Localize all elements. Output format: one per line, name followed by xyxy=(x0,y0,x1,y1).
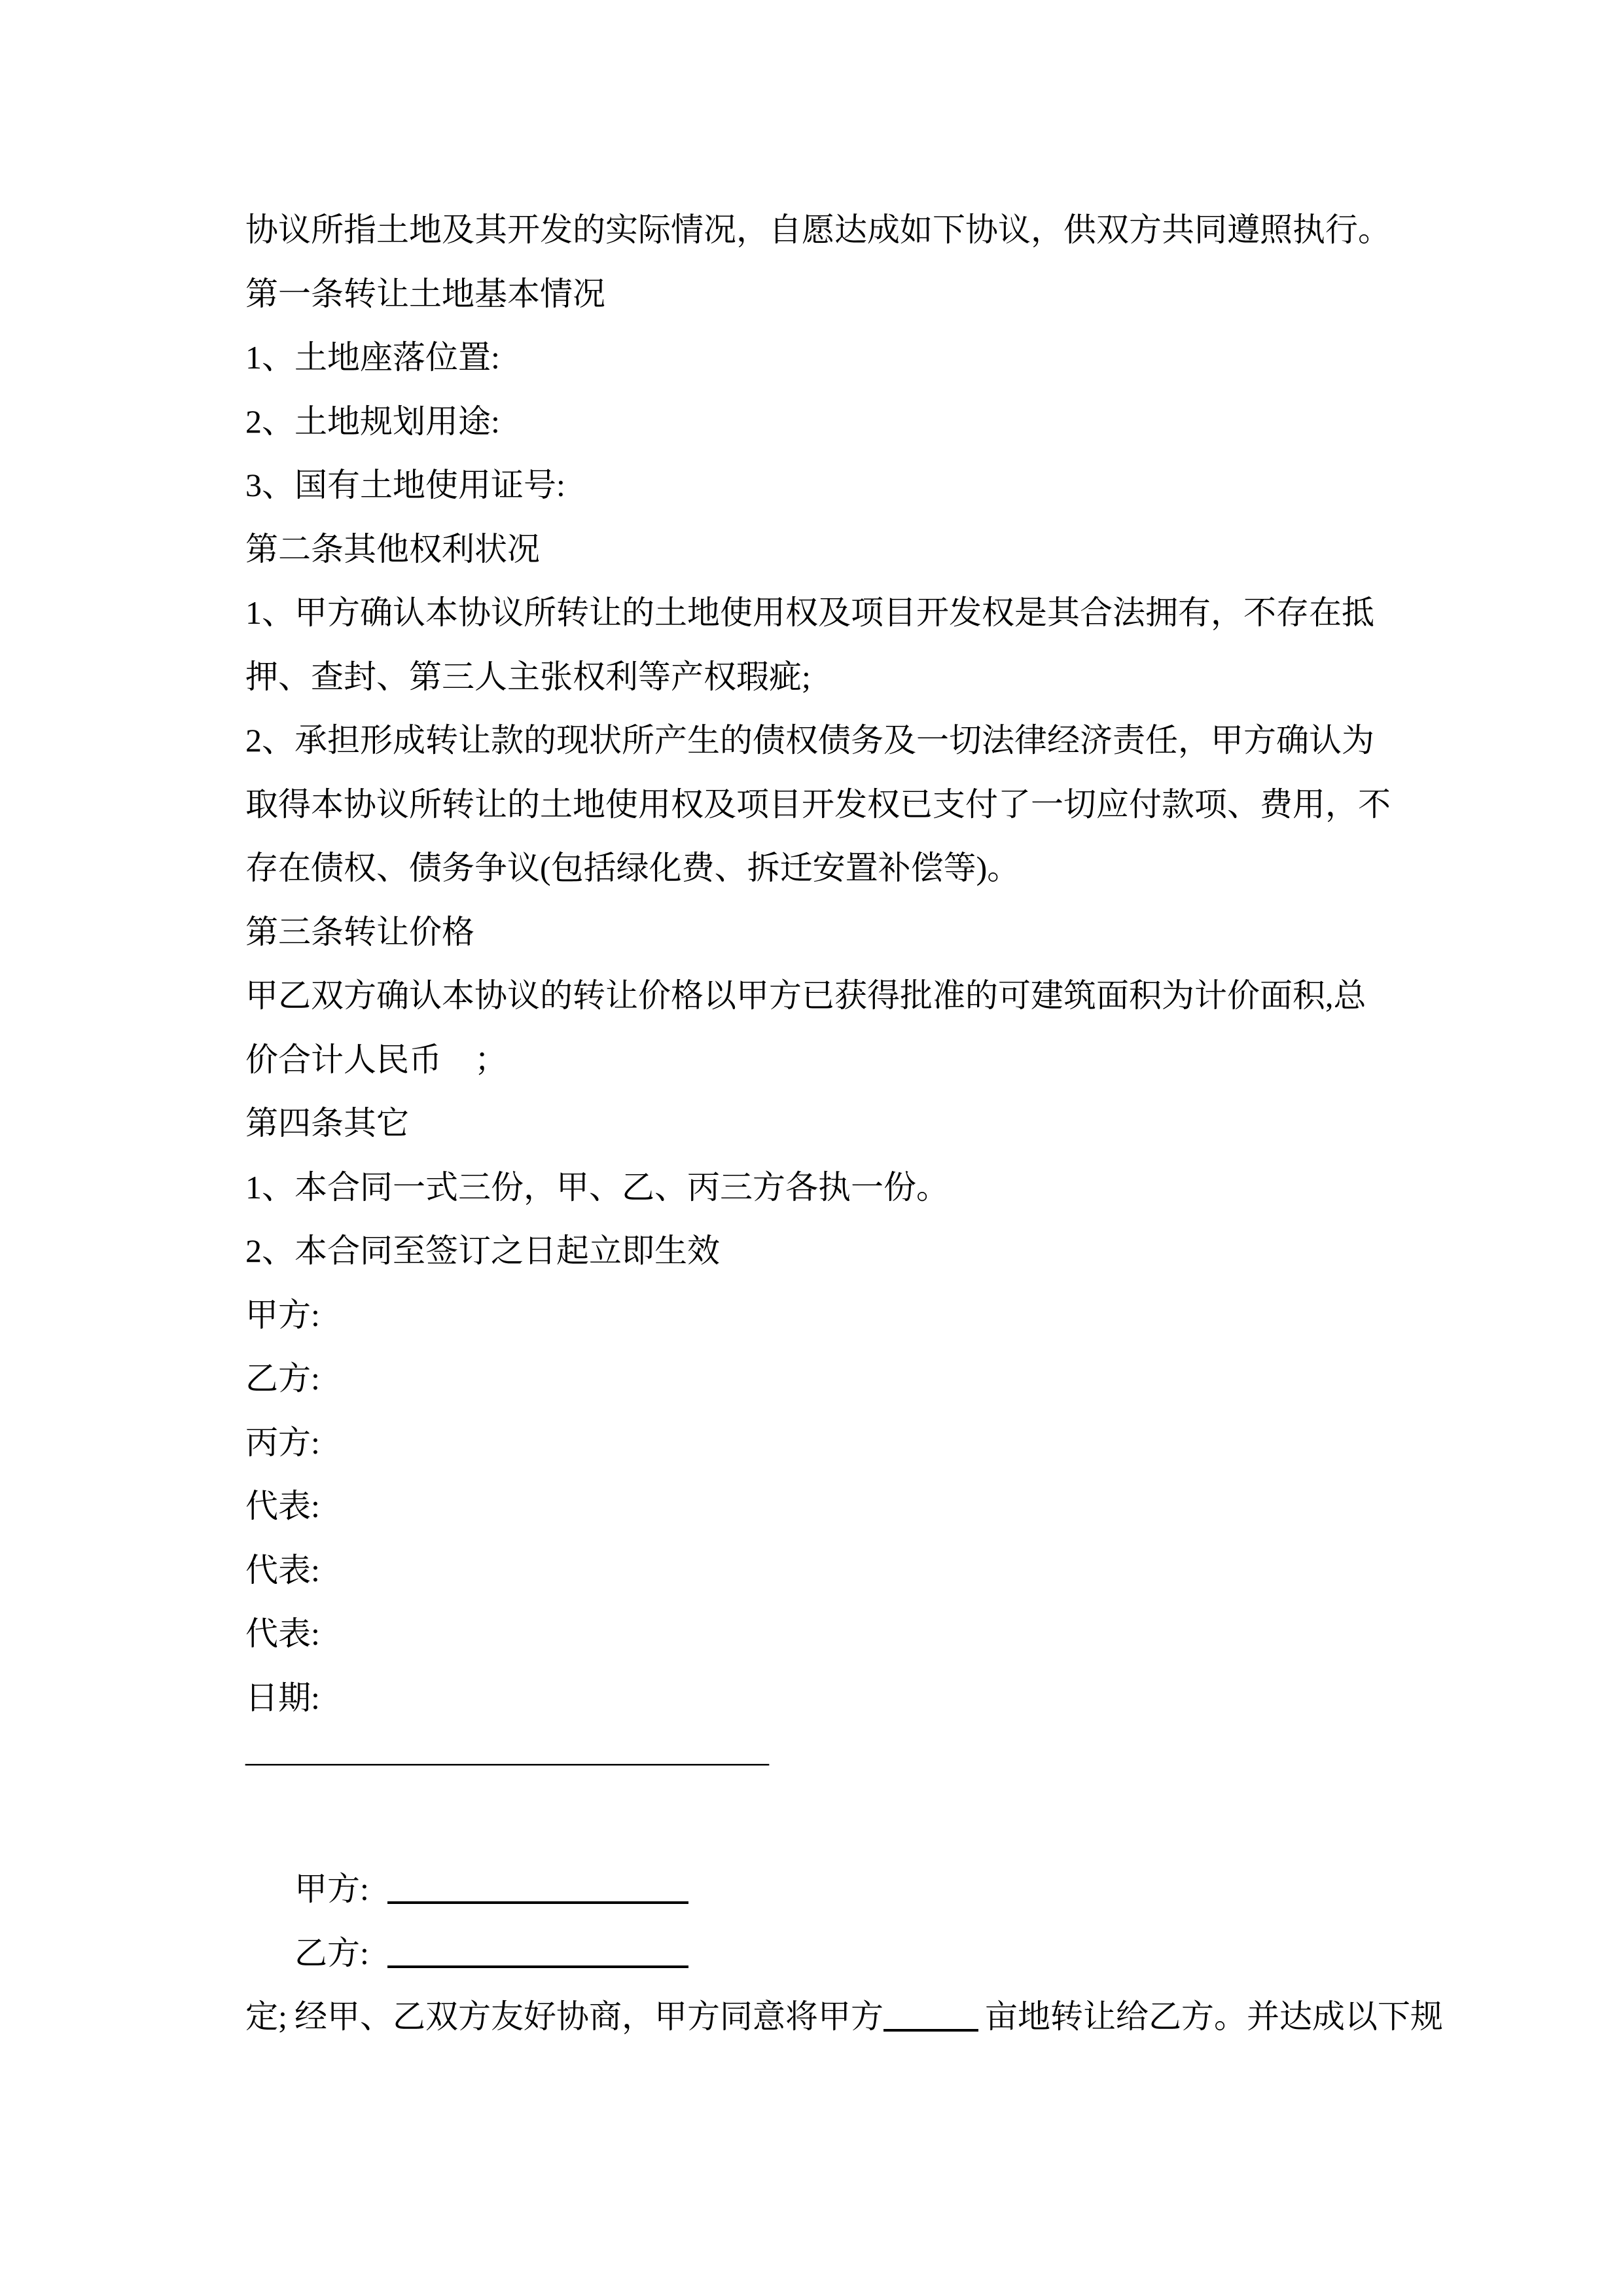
signature-party-a-blank xyxy=(387,1901,688,1904)
second-agreement-intro-post: 亩地转让给乙方。并达成以下规 xyxy=(985,1998,1443,2035)
clause-2-item-1-line-2: 押、查封、第三人主张权利等产权瑕疵; xyxy=(245,658,811,695)
clause-4-heading: 第四条其它 xyxy=(245,1105,409,1141)
second-agreement-intro-line-2: 定; xyxy=(245,1998,287,2035)
clause-1-item-1: 1、土地座落位置: xyxy=(245,339,500,376)
clause-2-heading: 第二条其他权利状况 xyxy=(245,530,540,567)
party-c-label: 丙方: xyxy=(245,1424,320,1461)
clause-2-item-1-line-1: 1、甲方确认本协议所转让的土地使用权及项目开发权是其合法拥有，不存在抵 xyxy=(245,594,1374,631)
party-b-label: 乙方: xyxy=(245,1360,320,1397)
date-label: 日期: xyxy=(245,1679,320,1716)
clause-2-item-2-line-1: 2、承担形成转让款的现状所产生的债权债务及一切法律经济责任，甲方确认为 xyxy=(245,722,1374,759)
signature-row-party-a xyxy=(245,1794,1423,1907)
signature-party-b-label: 乙方: xyxy=(294,1934,369,1971)
clause-2-item-2-line-2: 取得本协议所转让的土地使用权及项目开发权已支付了一切应付款项、费用，不 xyxy=(245,785,1391,823)
clause-3-body-line-1: 甲乙双方确认本协议的转让价格以甲方已获得批准的可建筑面积为计价面积,总 xyxy=(245,977,1366,1014)
separator-dash-line: ———————————————— xyxy=(245,1743,769,1780)
clause-2-item-2-line-3: 存在债权、债务争议(包括绿化费、拆迁安置补偿等)。 xyxy=(245,850,1020,886)
representative-label-2: 代表: xyxy=(245,1551,320,1588)
clause-3-heading: 第三条转让价格 xyxy=(245,913,474,950)
clause-4-item-2: 2、本合同至签订之日起立即生效 xyxy=(245,1232,720,1269)
second-agreement-intro-pre: 经甲、乙双方友好协商，甲方同意将甲方 xyxy=(294,1998,883,2035)
clause-3-body-line-2: 价合计人民币 ； xyxy=(245,1041,507,1078)
signature-party-b-blank xyxy=(387,1965,688,1968)
contract-body xyxy=(245,198,1443,2049)
clause-1-item-2: 2、土地规划用途: xyxy=(245,403,500,440)
clause-1-heading: 第一条转让土地基本情况 xyxy=(245,275,605,312)
intro-paragraph-tail: 协议所指土地及其开发的实际情况，自愿达成如下协议，供双方共同遵照执行。 xyxy=(245,211,1391,248)
clause-1-item-3: 3、国有土地使用证号: xyxy=(245,467,565,503)
signature-party-a-label: 甲方: xyxy=(294,1871,369,1907)
party-a-label: 甲方: xyxy=(245,1296,320,1333)
representative-label-1: 代表: xyxy=(245,1488,320,1524)
land-area-blank xyxy=(883,2029,978,2032)
representative-label-3: 代表: xyxy=(245,1615,320,1652)
clause-4-item-1: 1、本合同一式三份，甲、乙、丙三方各执一份。 xyxy=(245,1168,949,1206)
